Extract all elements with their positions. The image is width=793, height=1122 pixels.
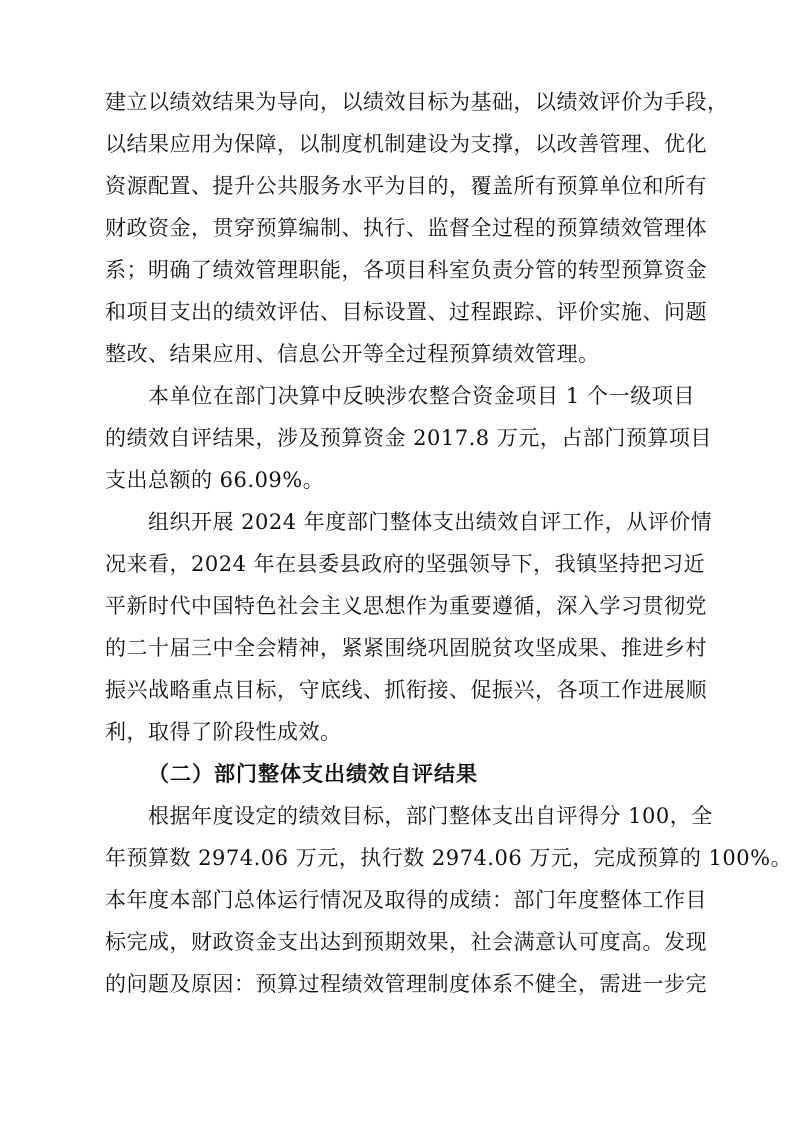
paragraph-line: 财政资金，贯穿预算编制、执行、监督全过程的预算绩效管理体 — [105, 216, 707, 240]
paragraph-line: 平新时代中国特色社会主义思想作为重要遵循，深入学习贯彻党 — [105, 594, 707, 618]
paragraph-line: 根据年度设定的绩效目标，部门整体支出自评得分 100，全 — [148, 804, 713, 828]
paragraph-line: 振兴战略重点目标，守底线、抓衔接、促振兴，各项工作进展顺 — [105, 678, 707, 702]
section-heading: （二）部门整体支出绩效自评结果 — [148, 761, 478, 786]
paragraph-line: 年预算数 2974.06 万元，执行数 2974.06 万元，完成预算的 100%。 — [105, 846, 793, 870]
paragraph-line: 整改、结果应用、信息公开等全过程预算绩效管理。 — [105, 342, 600, 366]
paragraph-line: 的绩效自评结果，涉及预算资金 2017.8 万元，占部门预算项目 — [105, 426, 712, 450]
paragraph-line: 以结果应用为保障，以制度机制建设为支撑，以改善管理、优化 — [105, 132, 707, 156]
paragraph-line: 的二十届三中全会精神，紧紧围绕巩固脱贫攻坚成果、推进乡村 — [105, 636, 707, 660]
paragraph-line: 标完成，财政资金支出达到预期效果，社会满意认可度高。发现 — [105, 930, 707, 954]
paragraph-line: 况来看，2024 年在县委县政府的坚强领导下，我镇坚持把习近 — [105, 552, 706, 576]
paragraph-line: 的问题及原因：预算过程绩效管理制度体系不健全，需进一步完 — [105, 972, 707, 996]
paragraph-line: 支出总额的 66.09%。 — [105, 468, 325, 492]
paragraph-line: 利，取得了阶段性成效。 — [105, 720, 342, 744]
paragraph-line: 本单位在部门决算中反映涉农整合资金项目 1 个一级项目 — [148, 384, 695, 408]
paragraph-line: 系；明确了绩效管理职能，各项目科室负责分管的转型预算资金 — [105, 258, 707, 282]
paragraph-line: 资源配置、提升公共服务水平为目的，覆盖所有预算单位和所有 — [105, 174, 707, 198]
paragraph-line: 组织开展 2024 年度部门整体支出绩效自评工作，从评价情 — [148, 510, 713, 534]
paragraph-line: 和项目支出的绩效评估、目标设置、过程跟踪、评价实施、问题 — [105, 300, 707, 324]
paragraph-line: 本年度本部门总体运行情况及取得的成绩：部门年度整体工作目 — [105, 888, 707, 912]
paragraph-line: 建立以绩效结果为导向，以绩效目标为基础，以绩效评价为手段， — [105, 90, 729, 114]
